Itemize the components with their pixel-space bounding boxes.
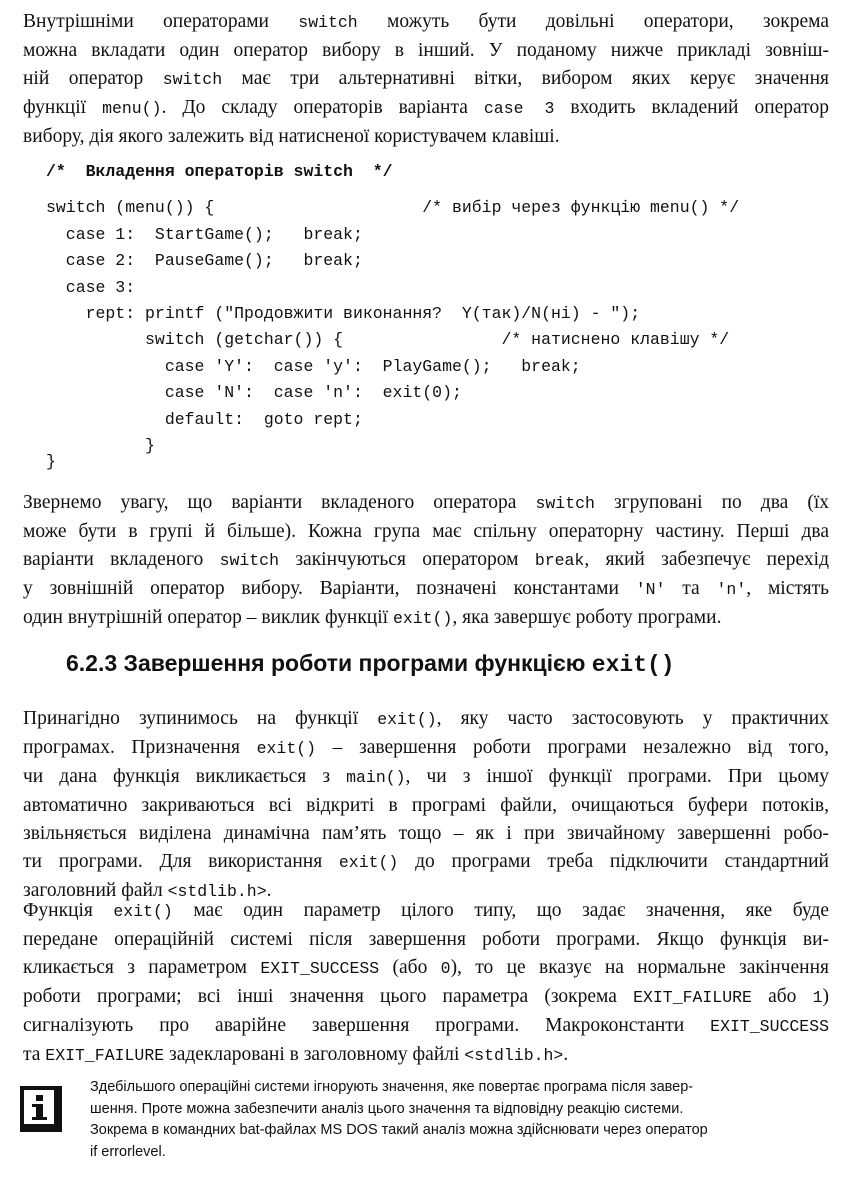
- text-run: . До складу операторів варіанта: [161, 97, 484, 118]
- code-line: switch (menu()) { /* вибір через функцію menu() */: [46, 198, 740, 217]
- text-run: звільняється виділена динамічна пам’ять тощо – як і при звичайному завершенні робо-: [23, 823, 829, 844]
- section-title: Завершення роботи програми функцією: [123, 650, 586, 676]
- inline-code: switch: [162, 70, 223, 89]
- text-line: [23, 489, 829, 518]
- info-icon: [20, 1086, 62, 1132]
- text-line: [23, 546, 829, 575]
- inline-code: switch: [219, 551, 279, 570]
- text-run: .: [563, 1044, 569, 1065]
- text-line: [23, 705, 829, 734]
- text-run: або: [751, 986, 813, 1007]
- note-line: if errorlevel.: [90, 1143, 166, 1160]
- note-line: шення. Проте можна забезпечити аналіз цього значення та відповідну реакцію системи.: [90, 1100, 684, 1117]
- inline-code: <stdlib.h>: [464, 1046, 564, 1065]
- text-line: [23, 518, 829, 546]
- text-run: має один параметр цілого типу, що задає значення, яке буде: [172, 900, 829, 921]
- inline-code: EXIT_FAILURE: [45, 1046, 165, 1065]
- code-comment-title: /* Вкладення операторів switch */: [46, 162, 393, 181]
- text-run: роботи програми; всі інші значення цього параметра (зокрема: [23, 986, 634, 1007]
- text-run: , яка завершує роботу програми.: [452, 607, 722, 628]
- inline-code: switch: [535, 494, 595, 513]
- code-line: switch (getchar()) { /* натиснено клавішу */: [46, 330, 730, 349]
- code-line: }: [46, 452, 56, 471]
- exit-parameter-paragraph: [23, 897, 829, 1070]
- text-line: [23, 954, 829, 983]
- text-line: [23, 848, 829, 877]
- note-text: [90, 1077, 838, 1163]
- code-line: default: goto rept;: [46, 410, 363, 429]
- text-run: варіанти вкладеного: [23, 549, 220, 570]
- inline-code: 0: [440, 959, 451, 978]
- text-run: ): [822, 986, 829, 1007]
- text-line: [23, 575, 829, 604]
- inline-code: exit(): [338, 853, 399, 872]
- text-run: задекларовані в заголовному файлі: [164, 1044, 465, 1065]
- text-run: Функція: [23, 900, 114, 921]
- text-run: передане операційній системі після завершення роботи програми. Якщо функція ви-: [23, 929, 829, 950]
- text-line: [23, 792, 829, 820]
- text-run: , яку часто застосовують у практичних: [436, 708, 829, 729]
- text-run: (або: [379, 957, 441, 978]
- text-line: [23, 37, 829, 65]
- text-run: можуть бути довільні оператори, зокрема: [357, 11, 829, 32]
- code-line: case 'Y': case 'y': PlayGame(); break;: [46, 357, 581, 376]
- text-line: [23, 820, 829, 848]
- text-line: [23, 926, 829, 954]
- code-example: [46, 162, 836, 471]
- inline-code: 'N': [635, 580, 666, 599]
- note-line: Зокрема в командних bat-файлах MS DOS такий аналіз можна здійснювати через оператор: [90, 1122, 708, 1138]
- text-line: [23, 8, 829, 37]
- text-run: функції: [23, 97, 103, 118]
- inline-code: EXIT_SUCCESS: [710, 1017, 829, 1036]
- text-run: , містять: [746, 578, 829, 599]
- section-heading: [66, 650, 675, 678]
- exit-intro-paragraph: [23, 705, 829, 906]
- text-run: сигналізують про аварійне завершення програми. Макроконстанти: [23, 1015, 711, 1036]
- text-run: заголовний файл: [23, 880, 168, 901]
- text-run: програмах. Призначення: [23, 737, 257, 758]
- text-line: [23, 897, 829, 926]
- text-run: закінчуються оператором: [279, 549, 535, 570]
- code-line: case 3:: [46, 278, 136, 297]
- text-run: та: [23, 1044, 46, 1065]
- inline-code: exit(): [377, 710, 437, 729]
- code-line: case 1: StartGame(); break;: [46, 225, 363, 244]
- text-run: згруповані по два (їх: [594, 492, 830, 513]
- inline-code: break: [534, 551, 585, 570]
- text-run: вибору, дія якого залежить від натисненої користувачем клавіші.: [23, 126, 560, 147]
- text-line: [23, 1012, 829, 1041]
- code-line: rept: printf ("Продовжити виконання? Y(так)/N(ні) - ");: [46, 304, 641, 323]
- code-line: }: [46, 436, 155, 455]
- text-run: кликається з параметром: [23, 957, 261, 978]
- text-run: , який забезпечує перехід: [584, 549, 829, 570]
- note-line: Здебільшого операційні системи ігнорують значення, яке повертає програма після завер-: [90, 1079, 694, 1095]
- inline-code: case 3: [483, 99, 555, 118]
- text-run: ній оператор: [23, 68, 163, 89]
- text-run: один внутрішній оператор – виклик функції: [23, 607, 393, 628]
- text-run: має три альтернативні вітки, вибором яких керує значення: [222, 68, 829, 89]
- inline-code: 1: [812, 988, 823, 1007]
- inline-code: exit(): [113, 902, 173, 921]
- inline-code: switch: [298, 13, 358, 32]
- inline-code: 'n': [716, 580, 747, 599]
- inline-code: EXIT_FAILURE: [633, 988, 752, 1007]
- text-run: може бути в групі й більше). Кожна група має спільну операторну частину. Перші два: [23, 521, 829, 542]
- text-run: ти програми. Для використання: [23, 851, 339, 872]
- text-run: , чи з іншої функції програми. При цьому: [405, 766, 829, 787]
- code-line: case 2: PauseGame(); break;: [46, 251, 363, 270]
- inline-code: menu(): [102, 99, 162, 118]
- text-line: [23, 604, 829, 633]
- inline-code: EXIT_SUCCESS: [260, 959, 380, 978]
- code-line: case 'N': case 'n': exit(0);: [46, 383, 462, 402]
- text-line: [23, 1041, 829, 1070]
- inline-code: <stdlib.h>: [167, 882, 267, 901]
- section-number: 6.2.3: [66, 650, 118, 676]
- text-run: Внутрішніми операторами: [23, 11, 299, 32]
- inline-code: exit(): [392, 609, 453, 628]
- explanation-paragraph: [23, 489, 829, 633]
- text-run: та: [665, 578, 717, 599]
- text-run: автоматично закриваються всі відкриті в програмі файли, очищаються буфери потоків,: [23, 795, 829, 816]
- text-line: [23, 94, 829, 123]
- text-run: – завершення роботи програми незалежно від того,: [316, 737, 829, 758]
- text-run: до програми треба підключити стандартний: [398, 851, 829, 872]
- text-line: [23, 983, 829, 1012]
- text-run: у зовнішній оператор вибору. Варіанти, позначені константами: [23, 578, 636, 599]
- text-line: [23, 123, 829, 151]
- text-run: Звернемо увагу, що варіанти вкладеного оператора: [23, 492, 536, 513]
- text-line: [23, 65, 829, 94]
- text-run: можна вкладати один оператор вибору в інший. У поданому нижче прикладі зовніш-: [23, 40, 829, 61]
- section-title-code: exit(): [591, 652, 675, 678]
- intro-paragraph: [23, 8, 829, 151]
- text-run: входить вкладений оператор: [554, 97, 829, 118]
- inline-code: main(): [346, 768, 406, 787]
- text-run: ), то це вказує на нормальне закінчення: [450, 957, 829, 978]
- text-line: [23, 734, 829, 763]
- text-run: Принагідно зупинимось на функції: [23, 708, 378, 729]
- text-run: .: [266, 880, 272, 901]
- text-line: [23, 763, 829, 792]
- inline-code: exit(): [256, 739, 317, 758]
- text-run: чи дана функція викликається з: [23, 766, 347, 787]
